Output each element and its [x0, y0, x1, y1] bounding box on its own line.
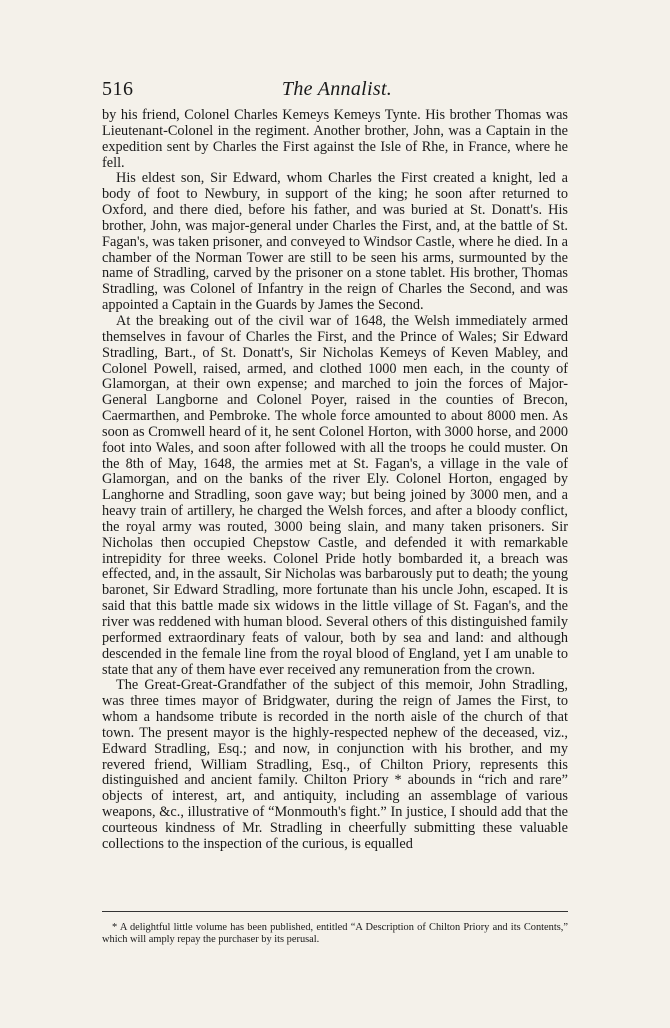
page-header [102, 78, 572, 102]
running-title: The Annalist. [281, 78, 393, 100]
paragraph: His eldest son, Sir Edward, whom Charles the First created a knight, led a body of foot to Newbury, in support of the king; he soon after returned to Oxford, and there died, before his father, and was buried at St. Donatt's. His brother, John, was major-general under Charles the First, and, at the battle of St. Fagan's, was taken prisoner, and conveyed to Windsor Castle, where he died. In a chamber of the Norman Tower are still to be seen his arms, surmounted by the name of Stradling, carved by the prisoner on a stone tablet. His brother, Thomas Stradling, was Colonel of Infantry in the reign of Charles the Second, and was appointed a Captain in the Guards by James the Second. [102, 170, 568, 314]
paragraph: by his friend, Colonel Charles Kemeys Kemeys Tynte. His brother Thomas was Lieutenant-Colonel in the regiment. Another brother, John, was a Captain in the expedition sent by Charles the First against the Isle of Rhe, in France, where he fell. [102, 107, 568, 171]
footnote: * A delightful little volume has been published, entitled “A Description of Chilton Priory and its Contents,” which will amply repay the purchaser by its perusal. [102, 922, 568, 945]
page-number: 516 [102, 78, 134, 100]
paragraph: The Great-Great-Grandfather of the subject of this memoir, John Stradling, was three times mayor of Bridgwater, during the reign of James the First, to whom a handsome tribute is recorded in the north aisle of the church of that town. The present mayor is the highly-respected nephew of the deceased, viz., Edward Stradling, Esq.; and now, in conjunction with his brother, and my revered friend, William Stradling, Esq., of Chilton Priory, represents this distinguished and ancient family. Chilton Priory * abounds in “rich and rare” objects of interest, art, and antiquity, including an assemblage of various weapons, &c., illustrative of “Monmouth's fight.” In justice, I should add that the courteous kindness of Mr. Stradling in cheerfully submitting these valuable collections to the inspection of the curious, is equalled [102, 677, 568, 852]
paragraph: At the breaking out of the civil war of 1648, the Welsh immediately armed themselves in favour of Charles the First, and the Prince of Wales; Sir Edward Stradling, Bart., of St. Donatt's, Sir Nicholas Kemeys of Keven Mabley, and Colonel Powell, raised, armed, and clothed 1000 men each, in the county of Glamorgan, at their own expense; and marched to join the forces of Major-General Langborne and Colonel Poyer, raised in the counties of Brecon, Caermarthen, and Pembroke. The whole force amounted to about 8000 men. As soon as Cromwell heard of it, he sent Colonel Horton, with 3000 horse, and 2000 foot into Wales, and soon after followed with all the troops he could muster. On the 8th of May, 1648, the armies met at St. Fagan's, a village in the vale of Glamorgan, and on the banks of the river Ely. Colonel Horton, engaged by Langhorne and Stradling, soon gave way; but being joined by 3000 men, and a heavy train of artillery, he charged the Welsh forces, and after a bloody conflict, the royal army was routed, 3000 being slain, and many taken prisoners. Sir Nicholas then occupied Chepstow Castle, and defended it with remarkable intrepidity for three weeks. Colonel Pride hotly bombarded it, a breach was effected, and, in the assault, Sir Nicholas was barbarously put to death; the young baronet, Sir Edward Stradling, more fortunate than his uncle John, escaped. It is said that this battle made six widows in the little village of St. Fagan's, and the river was reddened with human blood. Several others of this distinguished family performed extraordinary feats of valour, both by sea and land: and although descended in the female line from the royal blood of England, yet I am unable to state that any of them have ever received any remuneration from the crown. [102, 312, 568, 678]
body-text [102, 108, 568, 853]
footnote-rule [102, 911, 568, 912]
